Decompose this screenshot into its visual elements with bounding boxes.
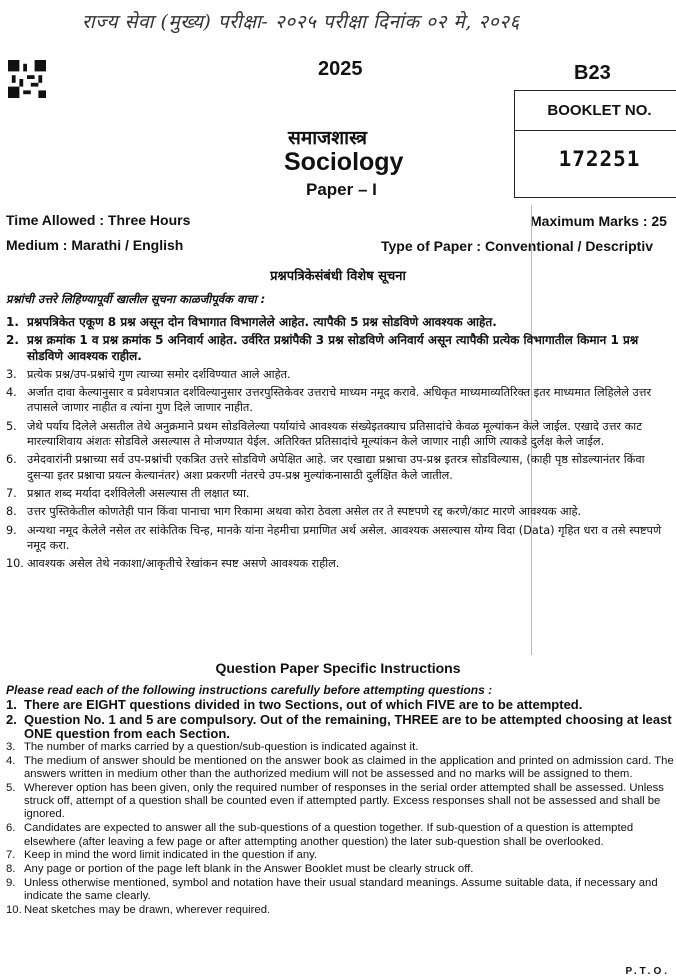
item-text: The number of marks carried by a question/sub-question is indicated against it.	[24, 741, 419, 753]
item-text: Keep in mind the word limit indicated in the question if any.	[24, 849, 318, 862]
item-text: The medium of answer should be mentioned on the answer book as claimed in the application and printed on admission card. The answers written in medium other than the authorized medium will not be assessed and no marks will be assigned to them.	[24, 754, 674, 781]
list-item	[6, 486, 672, 501]
marathi-instructions-list	[6, 315, 672, 574]
item-number: 10.	[6, 904, 22, 917]
item-number: 4.	[6, 386, 17, 400]
list-item	[6, 315, 672, 330]
item-number: 6.	[6, 453, 17, 467]
item-text: Neat sketches may be drawn, wherever required.	[24, 904, 271, 917]
item-number: 7.	[6, 486, 17, 500]
list-item	[6, 877, 674, 904]
item-text: अन्यथा नमूद केलेले नसेल तर सांकेतिक चिन्ह, मानके यांना नेहमीचा प्रमाणित अर्थ असेल. आवश्यक असल्यास योग्य विदा (Data) गृहित धरा व तसे स्पष्टपणे नमूद करा.	[27, 523, 662, 552]
maximum-marks: Maximum Marks : 25	[530, 213, 667, 229]
item-number: 2.	[6, 711, 17, 727]
item-number: 8.	[6, 863, 16, 876]
list-item	[6, 698, 674, 712]
paper-number: Paper – I	[306, 180, 377, 199]
booklet-number-box	[514, 90, 676, 198]
item-number: 8.	[6, 505, 17, 519]
list-item	[6, 419, 672, 450]
list-item	[6, 452, 672, 483]
item-text: प्रश्न क्रमांक 1 व प्रश्न क्रमांक 5 अनिवार्य आहेत. उर्वरित प्रश्नांपैकी 3 प्रश्न सोडविणे अनिवार्य असून त्यापैकी प्रत्येक विभागातील किमान 1 प्रश्न सोडविणे आवश्यक राहील.	[27, 333, 639, 363]
item-text: अर्जात दावा केल्यानुसार व प्रवेशपत्रात दर्शविल्यानुसार उत्तरपुस्तिकेवर उत्तराचे माध्यम नमूद करावे. अधिकृत माध्यमाव्यतिरिक्त इतर माध्यमात लिहिलेले उत्तर तपासले जाणार नाहीत व त्यांना गुण दिले जाणार नाहीत.	[27, 386, 652, 415]
item-text: प्रत्येक प्रश्न/उप-प्रश्नांचे गुण त्याच्या समोर दर्शविण्यात आले आहेत.	[27, 367, 291, 381]
item-number: 3.	[6, 367, 17, 381]
booklet-number: 172251	[558, 147, 641, 171]
item-number: 7.	[6, 849, 16, 862]
item-number: 4.	[6, 754, 16, 767]
english-instructions-intro: Please read each of the following instructions carefully before attempting questions :	[6, 683, 493, 697]
item-number: 5.	[6, 781, 16, 794]
item-number: 5.	[6, 419, 17, 433]
item-text: Unless otherwise mentioned, symbol and notation have their usual standard meanings. Assume suitable data, if necessary and indicate the same clearly.	[24, 876, 658, 903]
list-item	[6, 782, 674, 822]
item-text: Question No. 1 and 5 are compulsory. Out of the remaining, THREE are to be attempted choosing at least ONE question from each Section.	[24, 711, 672, 741]
list-item	[6, 755, 674, 782]
list-item	[6, 556, 672, 571]
item-text: प्रश्नात शब्द मर्यादा दर्शविलेली असल्यास ती लक्षात घ्या.	[27, 486, 250, 500]
item-number: 3.	[6, 741, 16, 753]
booklet-label: BOOKLET NO.	[515, 91, 676, 131]
list-item	[6, 333, 672, 364]
paper-code: B23	[574, 62, 611, 84]
list-item	[6, 904, 674, 917]
marathi-instructions-intro: प्रश्नांची उत्तरे लिहिण्यापूर्वी खालील सूचना काळजीपूर्वक वाचा :	[6, 292, 266, 306]
exam-year: 2025	[318, 58, 363, 80]
item-number: 2.	[6, 333, 19, 348]
item-text: उत्तर पुस्तिकेतील कोणतेही पान किंवा पानाचा भाग रिकामा अथवा कोरा ठेवला असेल तर ते स्पष्टपणे रद्द करणे/काट मारणे आवश्यक आहे.	[27, 505, 582, 519]
item-text: Any page or portion of the page left blank in the Answer Booklet must be clearly struck off.	[24, 863, 474, 876]
item-text: उमेदवारांनी प्रश्नाच्या सर्व उप-प्रश्नांची एकत्रित उत्तरे सोडविणे अपेक्षित आहे. जर एखाद्या प्रश्नाचा उप-प्रश्न इतरत्र सोडविल्यास, (काही पृष्ठ सोडल्यानंतर किंवा दुसऱ्या इतर प्रश्नाचा प्रयत्न केल्यानंतर) अशा प्रकरणी नंतरचे उप-प्रश्न मुल्यांकनासाठी दुर्लक्षित केले जातील.	[27, 453, 645, 482]
list-item	[6, 504, 672, 519]
list-item	[6, 713, 674, 741]
barcode-icon	[8, 60, 46, 98]
item-number: 10.	[6, 557, 24, 571]
handwritten-exam-note: राज्य सेवा (मुख्य) परीक्षा- २०२५ परीक्षा दिनांक ०२ मे, २०२६	[82, 11, 520, 33]
pto-marker: P.T.O.	[625, 966, 670, 977]
list-item	[6, 367, 672, 382]
marathi-instructions-title: प्रश्नपत्रिकेसंबंधी विशेष सूचना	[270, 269, 406, 284]
item-text: Candidates are expected to answer all the sub-questions of a question together. If sub-question of a question is attempted elsewhere (after leaving a few page or after attempting another question) the later sub-question shall be overlooked.	[24, 822, 634, 848]
medium: Medium : Marathi / English	[6, 237, 184, 253]
item-number: 9.	[6, 523, 17, 537]
item-number: 1.	[6, 315, 19, 329]
item-number: 1.	[6, 697, 17, 712]
time-allowed: Time Allowed : Three Hours	[6, 212, 191, 228]
item-text: Wherever option has been given, only the required number of responses in the serial order attempted shall be assessed. Unless struck off, attempt of a question shall be counted even if attempted partly. Excess responses shall not be assessed and shall be ignored.	[24, 781, 664, 821]
item-text: There are EIGHT questions divided in two Sections, out of which FIVE are to be attempted.	[24, 697, 583, 712]
subject-marathi: समाजशास्त्र	[288, 127, 367, 149]
list-item	[6, 849, 674, 862]
subject-english: Sociology	[284, 148, 404, 176]
item-text: आवश्यक असेल तेथे नकाशा/आकृतीचे रेखांकन स्पष्ट असणे आवश्यक राहील.	[27, 557, 340, 571]
item-number: 6.	[6, 822, 16, 835]
english-instructions-list	[6, 698, 674, 918]
item-text: प्रश्नपत्रिकेत एकूण 8 प्रश्न असून दोन विभागात विभागलेले आहेत. त्यापैकी 5 प्रश्न सोडविणे आवश्यक आहेत.	[27, 315, 497, 329]
english-instructions-title: Question Paper Specific Instructions	[215, 660, 461, 676]
list-item	[6, 822, 674, 849]
list-item	[6, 863, 674, 876]
paper-type: Type of Paper : Conventional / Descriptiv	[381, 238, 654, 254]
item-number: 9.	[6, 876, 16, 889]
list-item	[6, 741, 674, 754]
list-item	[6, 523, 672, 554]
item-text: जेथे पर्याय दिलेले असतील तेथे अनुक्रमाने प्रथम सोडविलेल्या पर्यायांचे आवश्यक संख्येइतक्याच प्रतिसादांचे केवळ मूल्यांकन केले जाईल. एखादे उत्तर काट मारल्याशिवाय अंशतः सोडविले असल्यास ते मोजण्यात येईल. अतिरिक्त प्रतिसादांचे मूल्यांकन केले जाणार नाही आणि त्याकडे दुर्लक्ष केले जाईल.	[27, 419, 642, 449]
list-item	[6, 385, 672, 416]
